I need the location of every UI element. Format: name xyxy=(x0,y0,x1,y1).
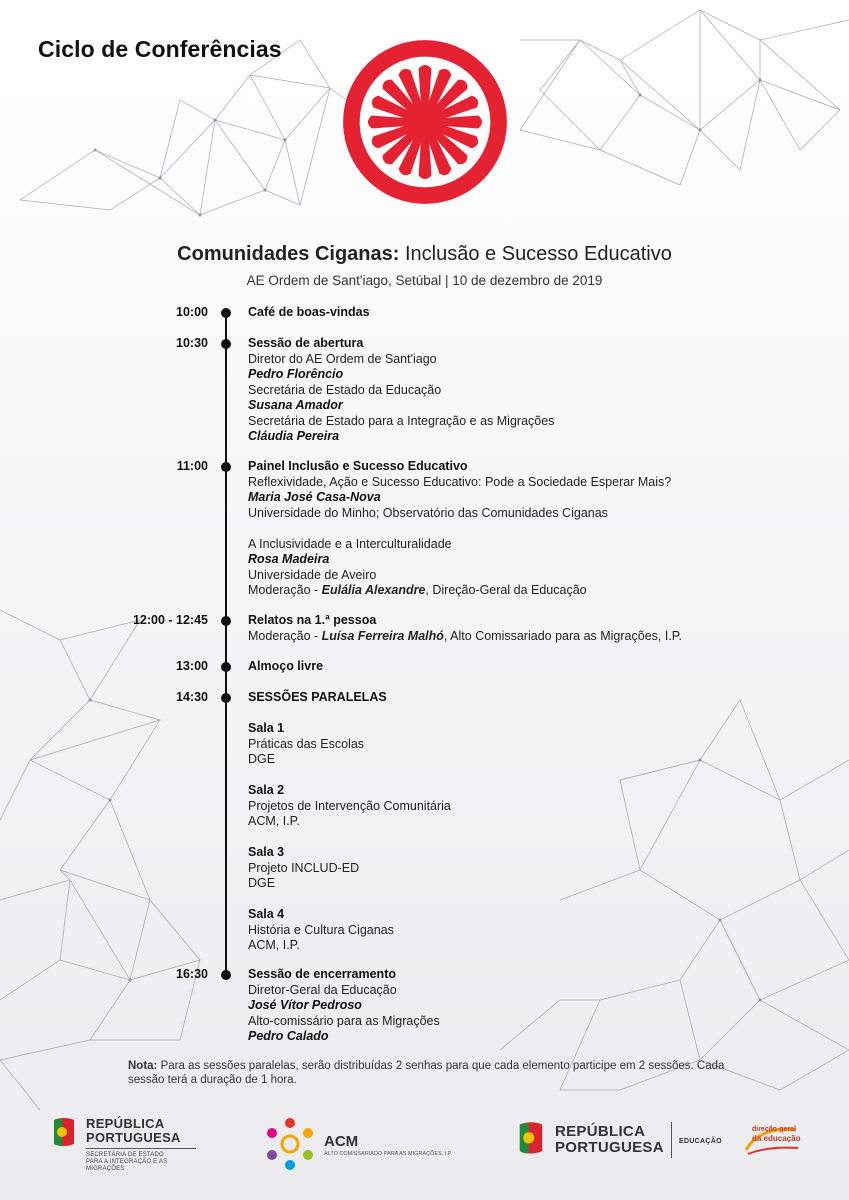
logo-acm xyxy=(262,1115,462,1173)
logo-text-line1: REPÚBLICA xyxy=(555,1123,646,1140)
program-content xyxy=(248,459,808,599)
program-heading: Sessão de abertura xyxy=(248,336,364,350)
talk-title: A Inclusividade e a Interculturalidade xyxy=(248,536,452,551)
timeline-dot xyxy=(221,462,231,472)
room-label: Sala 4 xyxy=(248,907,285,921)
speaker-affiliation: Universidade de Aveiro xyxy=(248,567,377,582)
moderator-name: Luísa Ferreira Malhó xyxy=(321,628,444,643)
speaker-name: Pedro Calado xyxy=(248,1029,329,1043)
moderation-line xyxy=(248,629,808,645)
speaker-role: Diretor-Geral da Educação xyxy=(248,982,397,997)
moderator-name: Eulália Alexandre xyxy=(321,583,426,597)
logo-rp-educacao xyxy=(515,1120,730,1170)
logo-text-line2: PORTUGUESA xyxy=(555,1139,664,1156)
footnote-label: Nota: xyxy=(128,1060,158,1072)
logo-subtext-line1: SECRETÁRIA DE ESTADO xyxy=(86,1152,164,1158)
speaker-name: Susana Amador xyxy=(248,398,343,412)
speaker-role: Diretor do AE Ordem de Sant'iago xyxy=(248,351,437,366)
timeline-dot xyxy=(221,308,231,318)
moderation-line xyxy=(248,583,808,599)
room-topic: Projetos de Intervenção Comunitária xyxy=(248,798,451,813)
program-heading: Sessão de encerramento xyxy=(248,967,396,981)
series-title: Ciclo de Conferências xyxy=(38,36,282,62)
speaker-role: Secretária de Estado da Educação xyxy=(248,382,442,397)
program-heading: Relatos na 1.ª pessoa xyxy=(248,613,377,627)
room-topic: História e Cultura Ciganas xyxy=(248,922,394,937)
portuguese-flag-emblem-icon xyxy=(50,1116,78,1150)
program-time: 16:30 xyxy=(176,967,208,981)
room-organizer: ACM, I.P. xyxy=(248,938,300,952)
ministry-label: EDUCAÇÃO xyxy=(679,1138,722,1145)
program-time: 14:30 xyxy=(176,690,208,704)
logo-text-line1: REPÚBLICA xyxy=(86,1116,165,1131)
footnote-text: Para as sessões paralelas, serão distribuídas 2 senhas para que cada elemento participe em 2 sessões. Cada sessão terá a duração de 1 hora. xyxy=(128,1060,725,1086)
program-heading: Painel Inclusão e Sucesso Educativo xyxy=(248,459,468,473)
program-time: 11:00 xyxy=(176,459,208,473)
program-time: 10:00 xyxy=(176,305,208,319)
romani-chakra-wheel-icon xyxy=(333,30,517,214)
moderator-affiliation: , Alto Comissariado para as Migrações, I.P. xyxy=(443,628,682,643)
program-content xyxy=(248,967,808,1045)
room-topic: Projeto INCLUD-ED xyxy=(248,860,360,875)
speaker-role: Secretária de Estado para a Integração e as Migrações xyxy=(248,413,555,428)
timeline-line xyxy=(225,312,227,980)
talk-title: Reflexividade, Ação e Sucesso Educativo: Pode a Sociedade Esperar Mais? xyxy=(248,474,672,489)
program-content xyxy=(248,613,808,644)
footnote xyxy=(128,1059,748,1087)
program-content xyxy=(248,336,808,445)
logo-subtext-line2: PARA A INTEGRAÇÃO E AS MIGRAÇÕES xyxy=(86,1159,168,1172)
speaker-name: Rosa Madeira xyxy=(248,552,330,566)
speaker-name: Maria José Casa-Nova xyxy=(248,490,381,504)
room-organizer: ACM, I.P. xyxy=(248,814,300,828)
program-time: 13:00 xyxy=(176,659,208,673)
event-title xyxy=(0,243,849,266)
speaker-name: Cláudia Pereira xyxy=(248,429,340,443)
timeline-dot xyxy=(221,616,231,626)
moderation-label: Moderação - xyxy=(248,628,322,643)
event-title-rest: Inclusão e Sucesso Educativo xyxy=(399,243,672,265)
program-time: 10:30 xyxy=(176,336,208,350)
program-heading: Café de boas-vindas xyxy=(248,305,370,319)
moderator-affiliation: , Direção-Geral da Educação xyxy=(425,583,587,597)
speaker-name: José Vítor Pedroso xyxy=(248,998,362,1012)
room-organizer: DGE xyxy=(248,752,276,766)
timeline-dot xyxy=(221,662,231,672)
timeline-dot xyxy=(221,339,231,349)
logo-sec-estado-integracao-migracoes xyxy=(50,1116,200,1176)
event-location-date: AE Ordem de Sant'iago, Setúbal | 10 de dezembro de 2019 xyxy=(246,273,603,288)
dge-text-line1: direção-geral xyxy=(752,1126,796,1133)
logo-dge xyxy=(740,1122,805,1162)
room-label: Sala 1 xyxy=(248,721,285,735)
speaker-role: Alto-comissário para as Migrações xyxy=(248,1013,440,1028)
room-label: Sala 2 xyxy=(248,783,285,797)
speaker-name: Pedro Florêncio xyxy=(248,367,344,381)
logo-text-line2: PORTUGUESA xyxy=(86,1130,181,1145)
room-label: Sala 3 xyxy=(248,845,285,859)
timeline-dot xyxy=(221,970,231,980)
program-time: 12:00 - 12:45 xyxy=(132,613,208,627)
acm-name: ACM xyxy=(324,1133,359,1150)
moderation-label: Moderação - xyxy=(248,583,322,597)
dge-text-line2: da educação xyxy=(752,1134,801,1143)
program-content xyxy=(248,659,808,675)
acm-people-circle-icon xyxy=(262,1115,318,1171)
program-heading: SESSÕES PARALELAS xyxy=(248,690,387,704)
program-content xyxy=(248,305,808,321)
portuguese-flag-emblem-icon xyxy=(515,1120,547,1158)
acm-subtitle: ALTO COMISSARIADO PARA AS MIGRAÇÕES, I.P. xyxy=(324,1151,453,1157)
speaker-affiliation: Universidade do Minho; Observatório das Comunidades Ciganas xyxy=(248,505,608,520)
timeline-dot xyxy=(221,693,231,703)
program-content xyxy=(248,690,808,954)
room-topic: Práticas das Escolas xyxy=(248,736,365,751)
event-title-bold: Comunidades Ciganas: xyxy=(177,243,400,265)
program-heading: Almoço livre xyxy=(248,659,324,673)
room-organizer: DGE xyxy=(248,876,276,890)
